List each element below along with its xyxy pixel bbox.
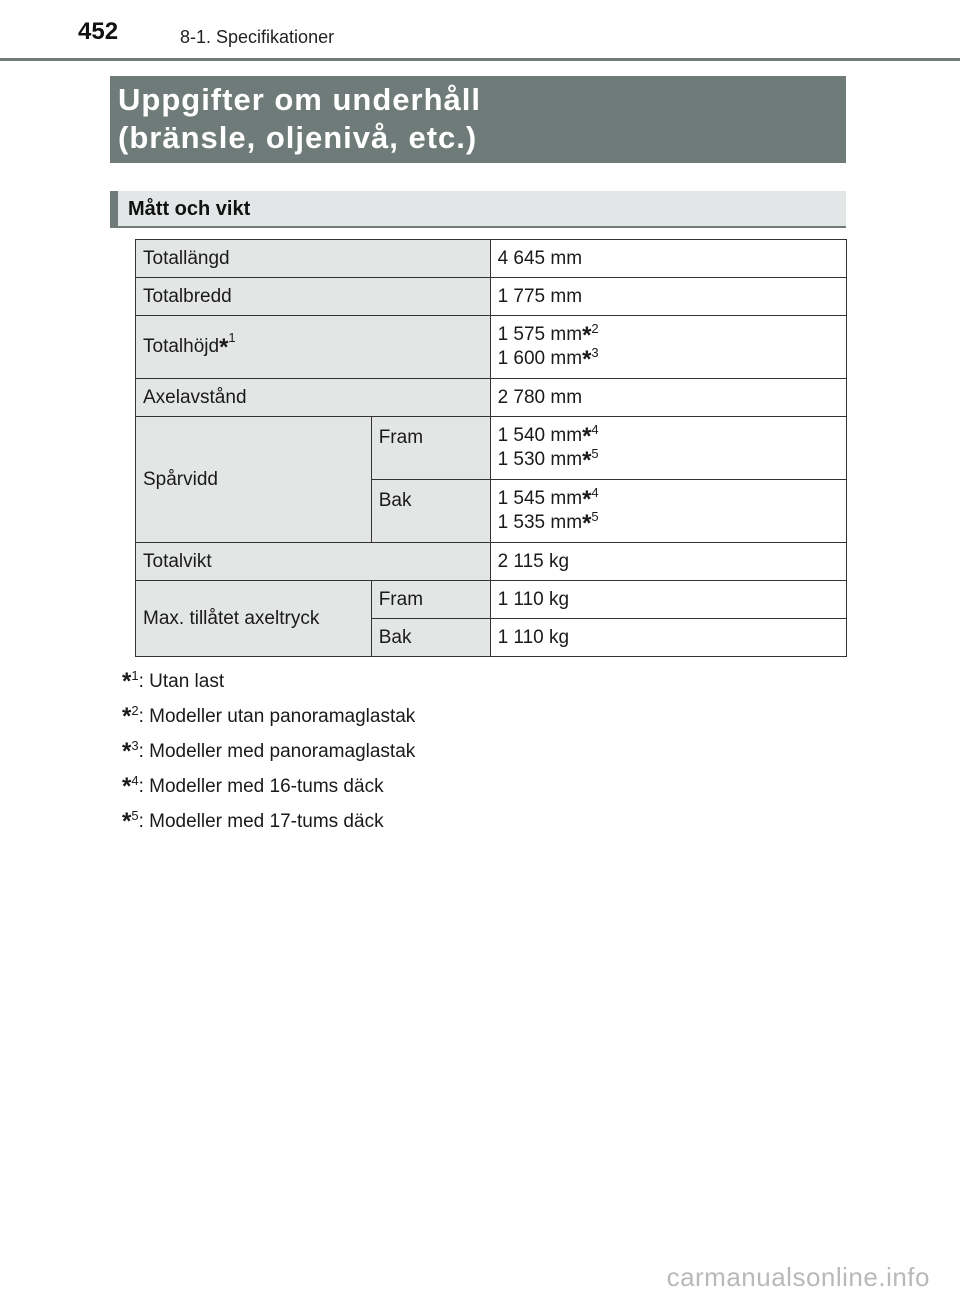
row-label-axelavstand: Axelavstånd bbox=[136, 379, 491, 417]
table-row bbox=[136, 417, 847, 480]
footnote-marker: * bbox=[122, 808, 132, 835]
footnote-marker: * bbox=[122, 703, 132, 730]
footnote-marker: * bbox=[582, 322, 592, 349]
value-text: 1 540 mm bbox=[497, 425, 583, 446]
page-header bbox=[0, 0, 960, 60]
footnote-text: : Utan last bbox=[138, 671, 225, 692]
footnote-ref: 1 bbox=[228, 330, 236, 345]
value-line bbox=[498, 487, 839, 511]
footnote-marker: * bbox=[219, 334, 229, 361]
value-line bbox=[498, 511, 839, 535]
footnote-ref: 5 bbox=[591, 446, 599, 461]
footnote-number: 5 bbox=[131, 808, 139, 823]
page-title-line-1: Uppgifter om underhåll bbox=[118, 82, 481, 117]
footnote-ref: 2 bbox=[591, 321, 599, 336]
row-value-axelavstand: 2 780 mm bbox=[490, 379, 846, 417]
footnote-marker: * bbox=[122, 773, 132, 800]
row-value-sparvidd-bak bbox=[490, 480, 846, 543]
page-title bbox=[110, 76, 846, 163]
footnote-marker: * bbox=[122, 738, 132, 765]
footnote-text: : Modeller med 17-tums däck bbox=[138, 811, 384, 832]
sublabel-sparvidd-fram: Fram bbox=[371, 417, 490, 480]
value-line bbox=[498, 323, 839, 347]
watermark: carmanualsonline.info bbox=[666, 1262, 930, 1292]
value-text: 1 575 mm bbox=[497, 324, 583, 345]
value-line bbox=[498, 347, 839, 371]
footnote-marker: * bbox=[582, 486, 592, 513]
section-label: 8-1. Specifikationer bbox=[180, 27, 335, 47]
value-line bbox=[498, 448, 839, 472]
row-label-text: Totalhöjd bbox=[143, 336, 220, 357]
row-label-totallangd: Totallängd bbox=[136, 240, 491, 278]
footnote-4 bbox=[122, 773, 822, 808]
footnote-text: : Modeller med panoramaglastak bbox=[138, 741, 416, 762]
sublabel-sparvidd-bak: Bak bbox=[371, 480, 490, 543]
row-label-totalhojd bbox=[136, 316, 491, 379]
value-text: 1 535 mm bbox=[497, 512, 583, 533]
footnote-number: 4 bbox=[131, 773, 139, 788]
value-text: 1 545 mm bbox=[497, 488, 583, 509]
footnote-ref: 4 bbox=[591, 485, 599, 500]
table-row bbox=[136, 379, 847, 417]
row-value-sparvidd-fram bbox=[490, 417, 846, 480]
footnote-ref: 5 bbox=[591, 509, 599, 524]
footnote-marker: * bbox=[582, 346, 592, 373]
footnote-text: : Modeller med 16-tums däck bbox=[138, 776, 384, 797]
row-value-totalvikt: 2 115 kg bbox=[490, 543, 846, 581]
row-value-axeltryck-fram: 1 110 kg bbox=[490, 581, 846, 619]
table-row bbox=[136, 240, 847, 278]
value-line bbox=[498, 424, 839, 448]
row-value-axeltryck-bak: 1 110 kg bbox=[490, 619, 846, 657]
footnote-marker: * bbox=[582, 447, 592, 474]
value-text: 1 530 mm bbox=[497, 449, 583, 470]
sublabel-axeltryck-bak: Bak bbox=[371, 619, 490, 657]
footnote-1 bbox=[122, 668, 822, 703]
specs-table bbox=[135, 239, 847, 657]
page-title-line-2: (bränsle, oljenivå, etc.) bbox=[118, 120, 478, 155]
row-value-totalbredd: 1 775 mm bbox=[490, 278, 846, 316]
footnote-marker: * bbox=[122, 668, 132, 695]
row-value-totallangd: 4 645 mm bbox=[490, 240, 846, 278]
subheading-text: Mått och vikt bbox=[128, 198, 251, 220]
row-value-totalhojd bbox=[490, 316, 846, 379]
row-label-totalvikt: Totalvikt bbox=[136, 543, 491, 581]
footnote-3 bbox=[122, 738, 822, 773]
footnote-text: : Modeller utan panoramaglastak bbox=[138, 706, 416, 727]
header-rule bbox=[0, 58, 960, 61]
subheading-bar bbox=[110, 191, 118, 226]
sublabel-axeltryck-fram: Fram bbox=[371, 581, 490, 619]
table-row bbox=[136, 581, 847, 619]
row-label-axeltryck: Max. tillåtet axeltryck bbox=[136, 581, 372, 657]
table-row bbox=[136, 278, 847, 316]
table-row bbox=[136, 543, 847, 581]
row-label-totalbredd: Totalbredd bbox=[136, 278, 491, 316]
footnote-5 bbox=[122, 808, 822, 843]
footnote-ref: 4 bbox=[591, 422, 599, 437]
footnote-2 bbox=[122, 703, 822, 738]
row-label-sparvidd: Spårvidd bbox=[136, 417, 372, 543]
subheading bbox=[110, 191, 846, 228]
footnote-number: 1 bbox=[131, 668, 139, 683]
footnote-marker: * bbox=[582, 423, 592, 450]
footnote-number: 3 bbox=[131, 738, 139, 753]
value-text: 1 600 mm bbox=[497, 348, 583, 369]
footnote-ref: 3 bbox=[591, 345, 599, 360]
footnotes bbox=[122, 668, 822, 843]
page-number: 452 bbox=[78, 18, 119, 45]
table-row bbox=[136, 316, 847, 379]
footnote-number: 2 bbox=[131, 703, 139, 718]
footnote-marker: * bbox=[582, 510, 592, 537]
